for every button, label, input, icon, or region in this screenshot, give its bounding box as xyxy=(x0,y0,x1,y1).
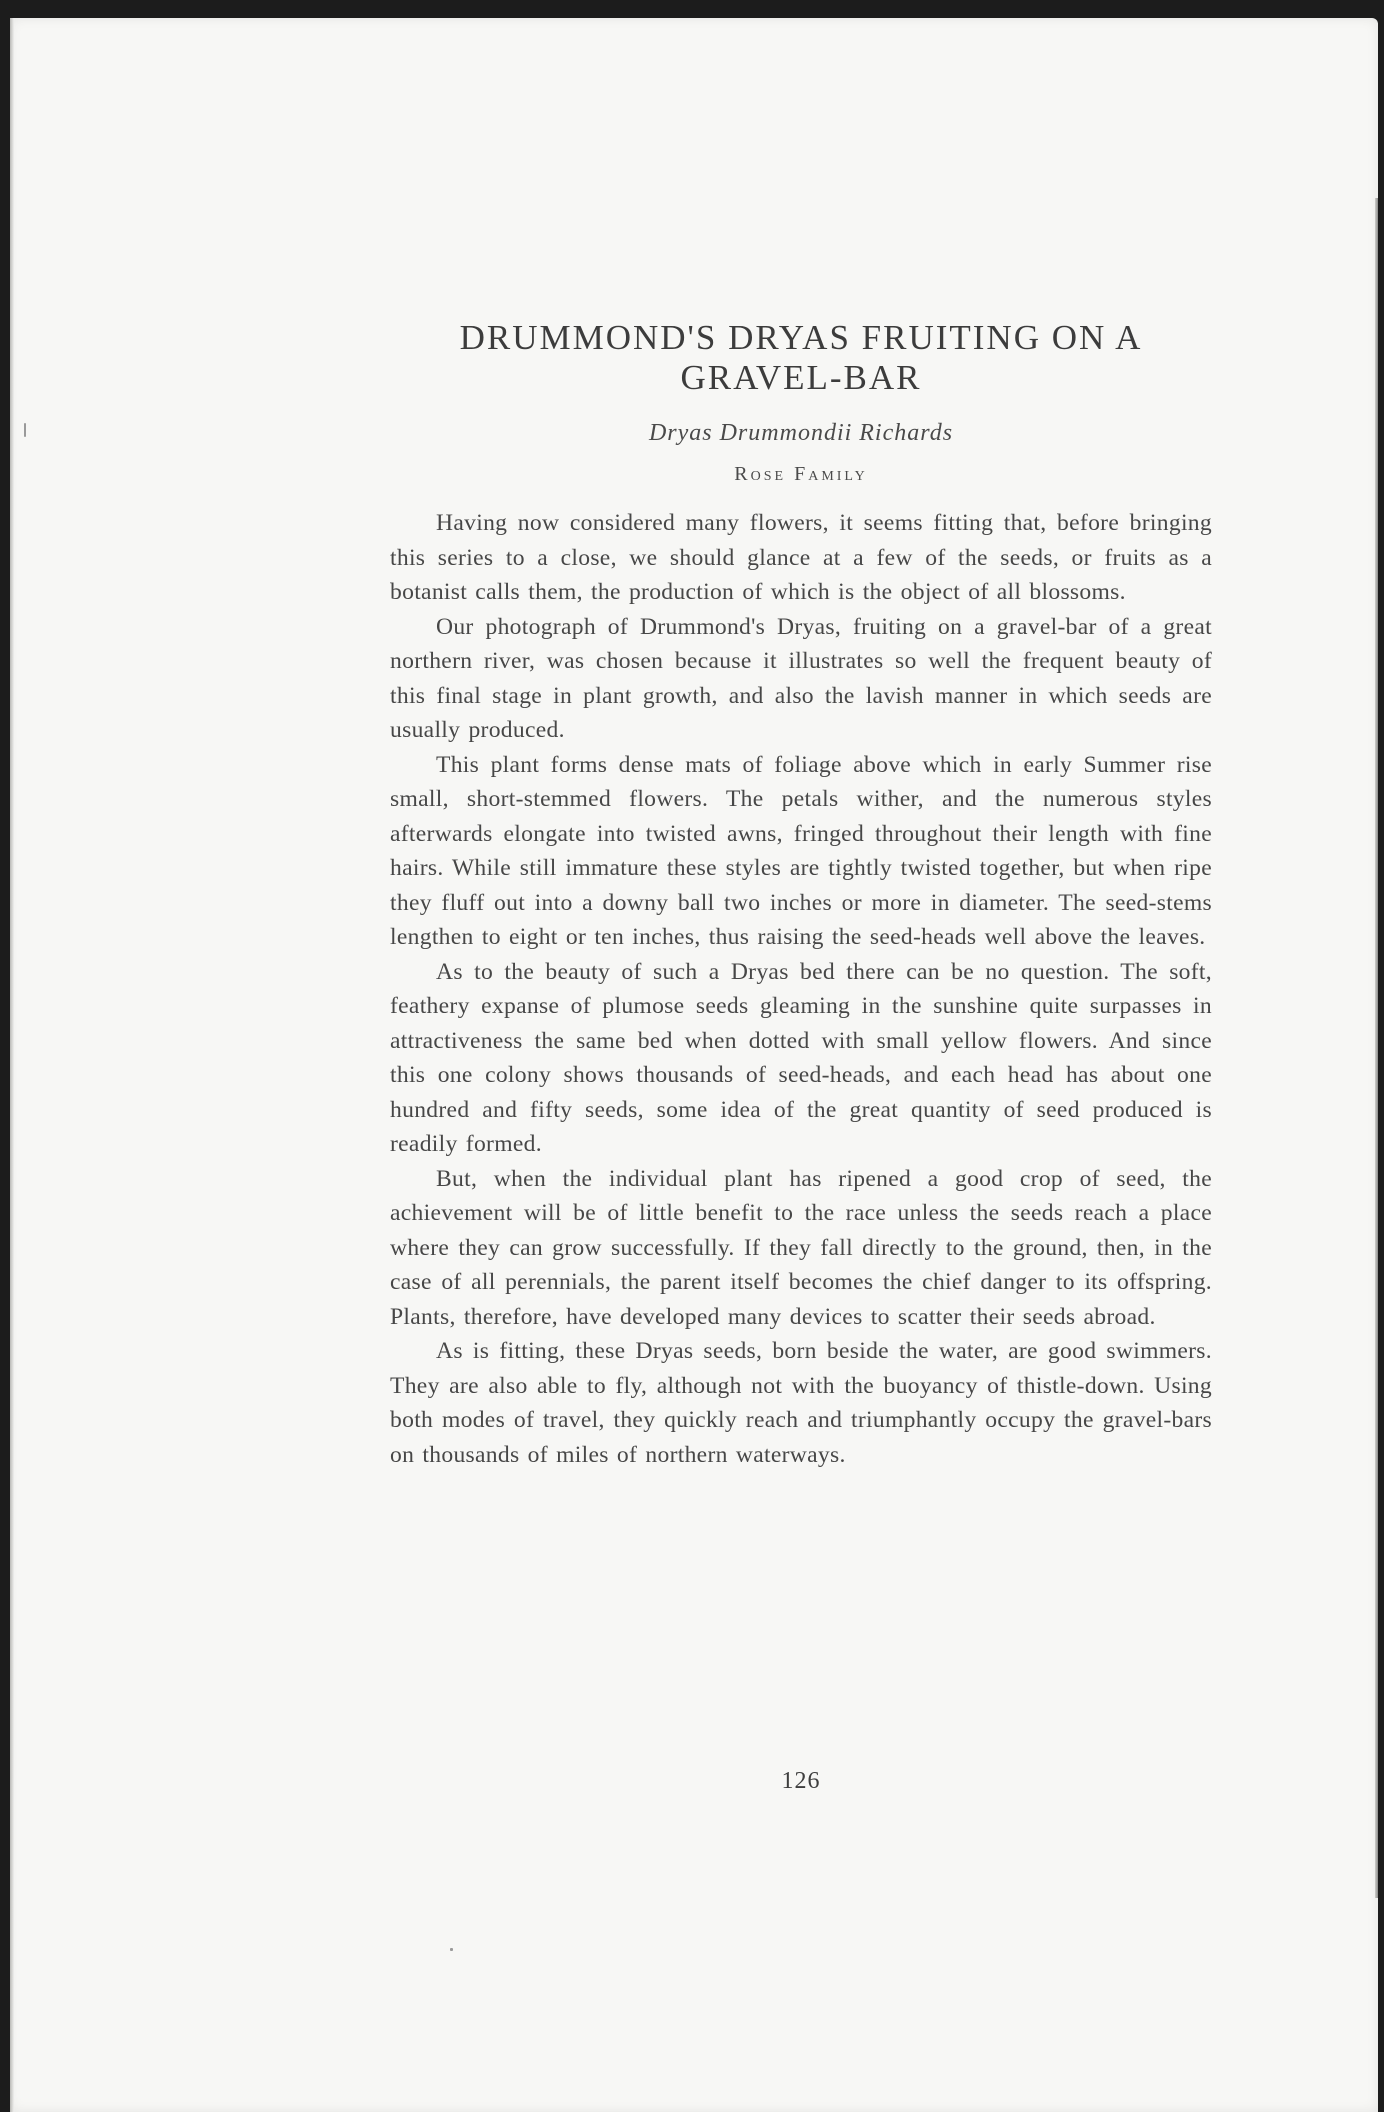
chapter-title-line-1: DRUMMOND'S DRYAS FRUITING ON A xyxy=(459,318,1143,357)
scan-speck xyxy=(24,423,26,437)
page-number: 126 xyxy=(781,1768,821,1794)
scan-speck xyxy=(450,1948,453,1951)
plant-family: Rose Family xyxy=(734,463,868,485)
paragraph-1: Having now considered many flowers, it seems fitting that, before bringing this series to a close, we should glance at a few of the seeds, or fruits as a botanist calls them, the production of which is the object of all blossoms. xyxy=(390,510,1212,605)
paragraph-4: As to the beauty of such a Dryas bed there can be no question. The soft, feathery expanse of plumose seeds gleaming in the sunshine quite surpasses in attractiveness the same bed when dotted with small yellow flowers. And since this one colony shows thousands of seed-heads, and each head has about one hundred and fifty seeds, some idea of the great quantity of seed produced is readily formed. xyxy=(390,958,1212,1157)
paragraph-2: Our photograph of Drummond's Dryas, fruiting on a gravel-bar of a great northern river, was chosen because it illustrates so well the frequent beauty of this final stage in plant growth, and also the lavish manner in which seeds are usually produced. xyxy=(390,613,1212,743)
book-page xyxy=(10,18,1378,2112)
chapter-title xyxy=(390,318,1212,398)
paragraph-6: As is fitting, these Dryas seeds, born beside the water, are good swimmers. They are also able to fly, although not with the buoyancy of thistle-down. Using both modes of travel, they quickly reach and triumphantly occupy the gravel-bars on thousands of miles of northern waterways. xyxy=(390,1338,1212,1468)
paragraph-3: This plant forms dense mats of foliage above which in early Summer rise small, short-stemmed flowers. The petals wither, and the numerous styles afterwards elongate into twisted awns, fringed throughout their length with fine hairs. While still immature these styles are tightly twisted together, but when ripe they fluff out into a downy ball two inches or more in diameter. The seed-stems lengthen to eight or ten inches, thus raising the seed-heads well above the leaves. xyxy=(390,751,1212,950)
paragraph-5: But, when the individual plant has ripened a good crop of seed, the achievement will be of little benefit to the race unless the seeds reach a place where they can grow successfully. If they fall directly to the ground, then, in the case of all perennials, the parent itself becomes the chief danger to its offspring. Plants, therefore, have developed many devices to scatter their seeds abroad. xyxy=(390,1165,1212,1330)
scientific-name: Dryas Drummondii Richards xyxy=(648,420,954,446)
article-body xyxy=(390,506,1212,1472)
page-right-edge xyxy=(1375,198,1378,1898)
page-content xyxy=(390,318,1212,1794)
chapter-title-line-2: GRAVEL-BAR xyxy=(680,358,922,397)
page-left-edge xyxy=(10,18,14,2112)
